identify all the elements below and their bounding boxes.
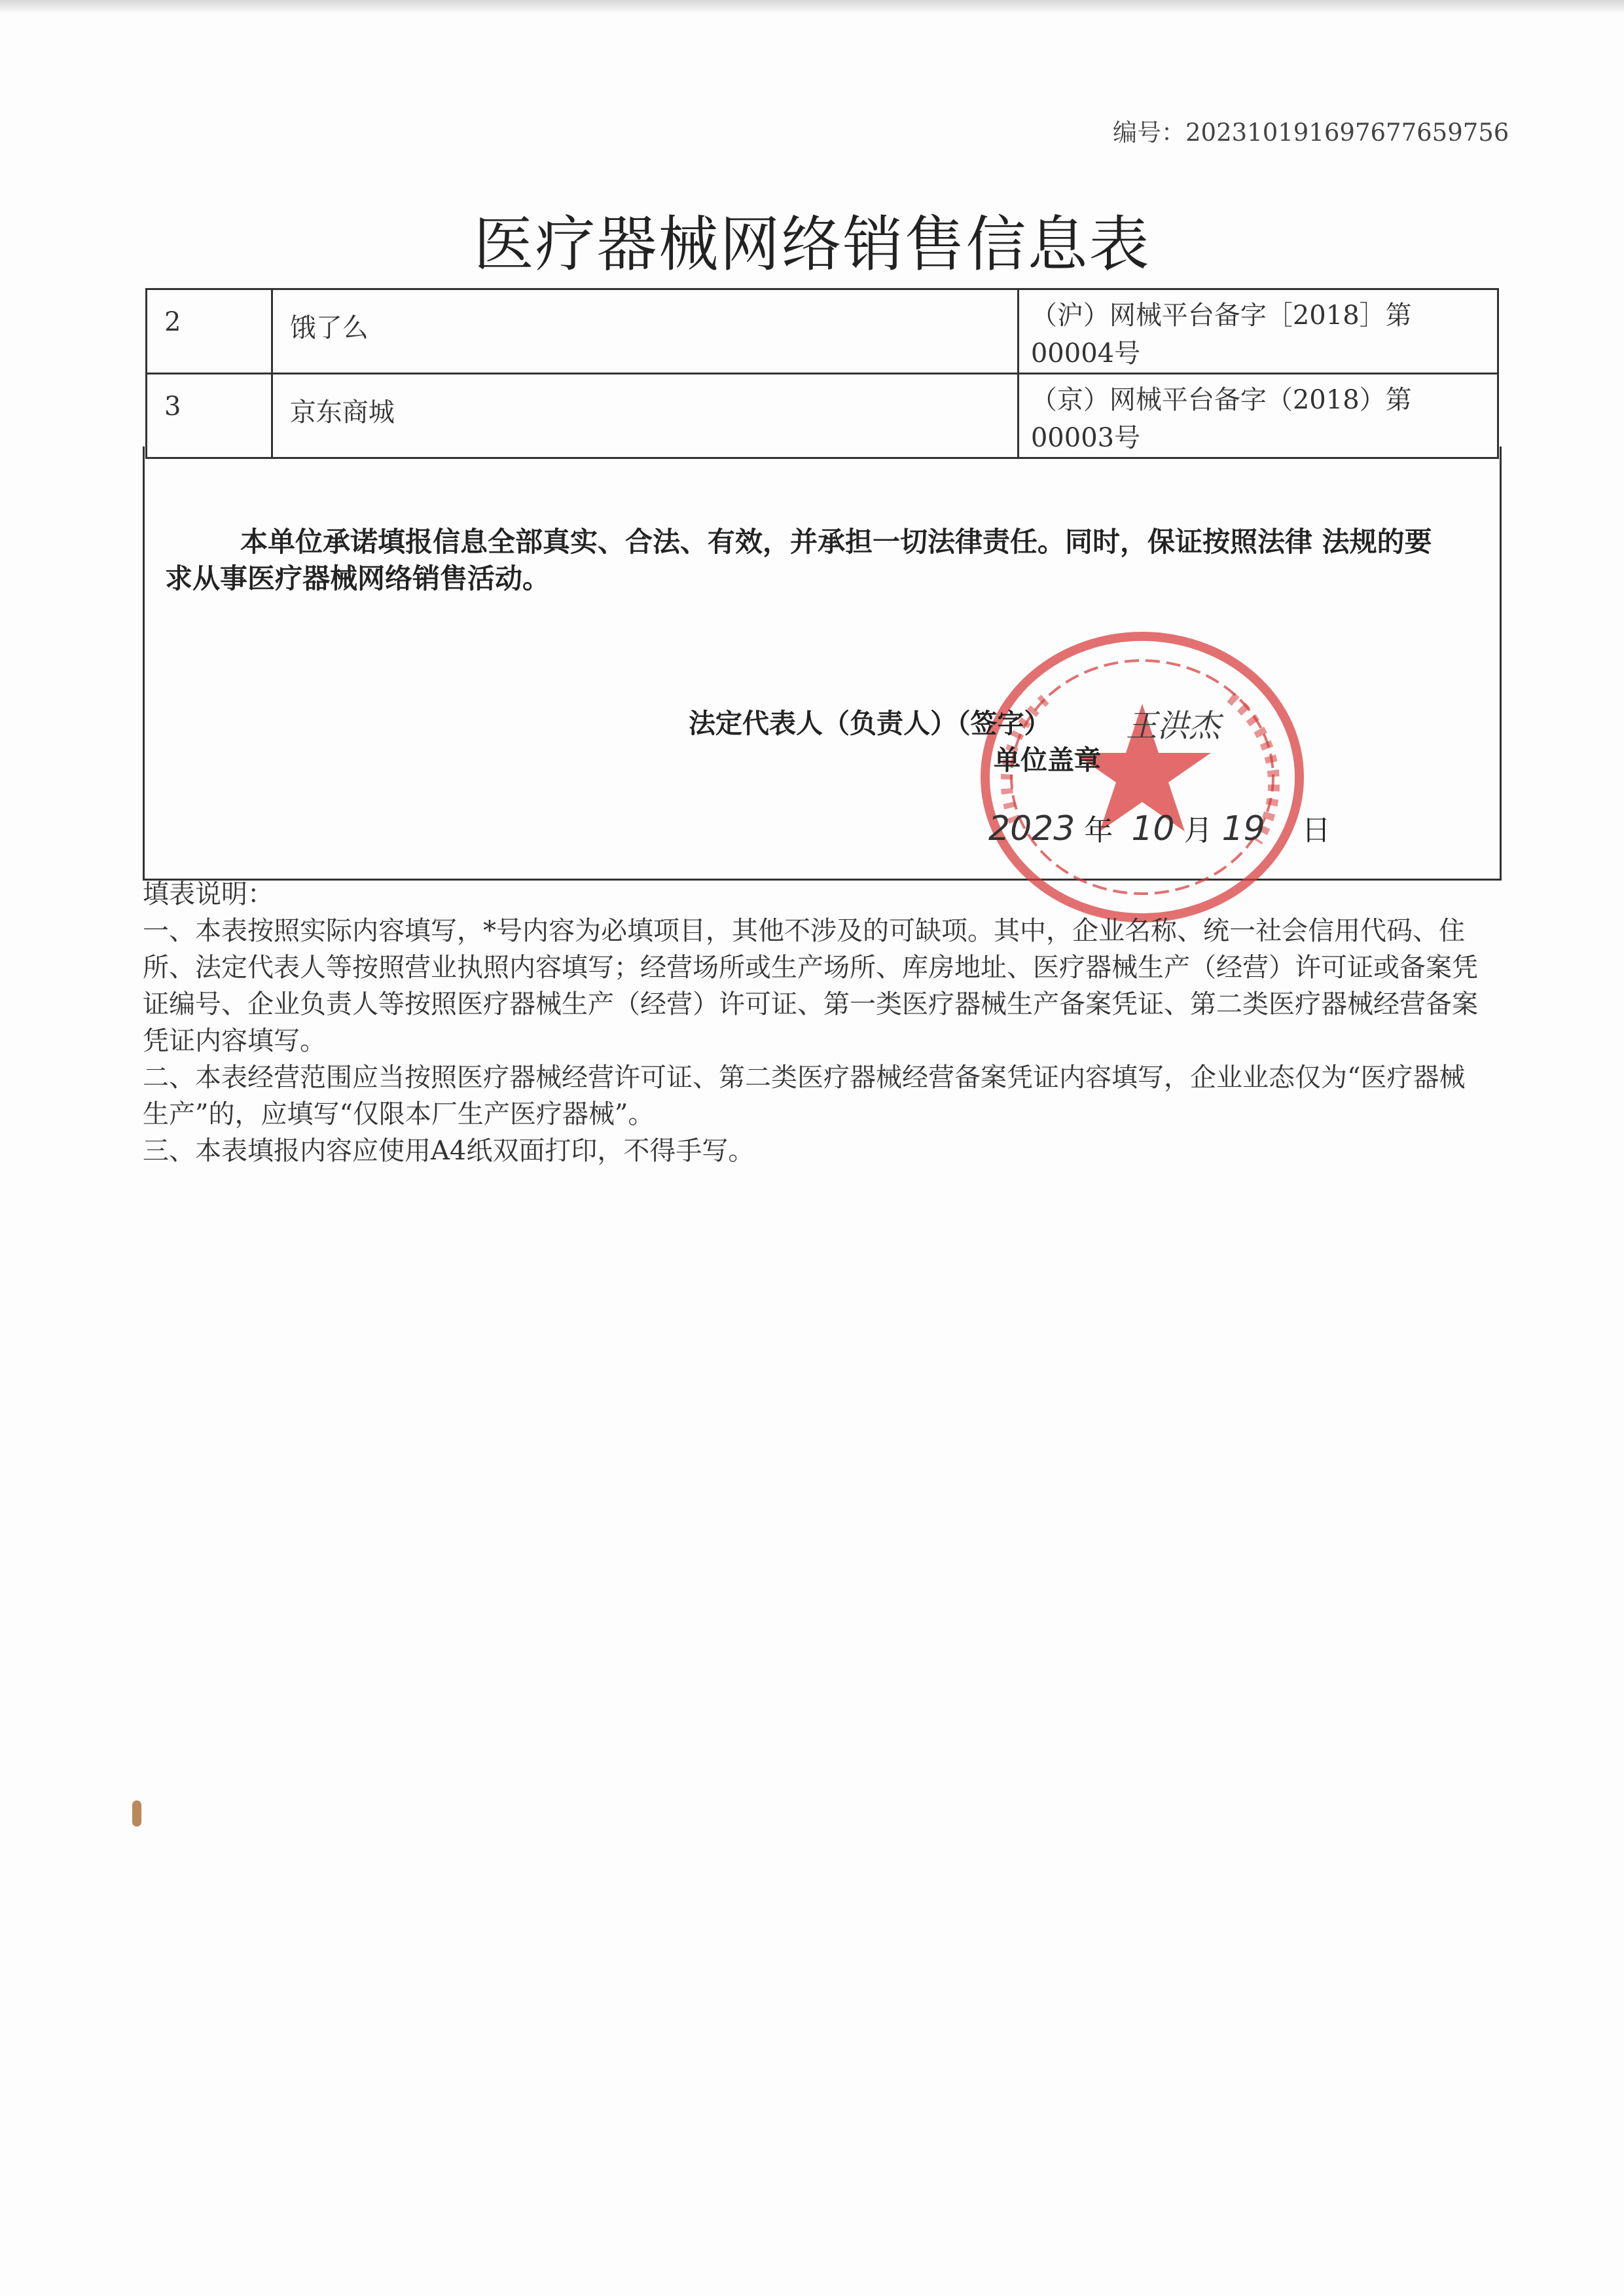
instruction-item: 二、本表经营范围应当按照医疗器械经营许可证、第二类医疗器械经营备案凭证内容填写，企业业态仅为“医疗器械生产”的，应填写“仅限本厂生产医疗器械”。	[143, 1063, 1466, 1129]
document-number: 编号：20231019169767765975​6	[1113, 118, 1509, 147]
record-line-1: （沪）网械平台备字［2018］第	[1030, 301, 1412, 331]
instructions-heading: 填表说明：	[143, 879, 274, 909]
month-unit: 月	[1183, 814, 1213, 847]
platform-record-number	[1018, 289, 1498, 374]
year-unit: 年	[1084, 814, 1113, 847]
date-day: 19	[1221, 809, 1265, 848]
record-line-2: 00003号	[1030, 423, 1141, 453]
row-number: 3	[147, 374, 272, 458]
scan-edge-shade	[0, 0, 1624, 14]
representative-signature: 王洪杰	[1126, 708, 1221, 744]
sign-date	[988, 807, 1331, 848]
table-row	[147, 289, 1498, 374]
platform-table	[145, 288, 1499, 459]
legal-representative-label: 法定代表人（负责人）（签字）	[689, 708, 1051, 739]
company-seal-label: 单位盖章	[994, 744, 1101, 776]
commitment-text: 本单位承诺填报信息全部真实、合法、有效，并承担一切法律责任。同时，保证按照法律 法规的要求从事医疗器械网络销售活动。	[165, 526, 1432, 594]
instruction-item: 三、本表填报内容应使用A4纸双面打印，不得手写。	[143, 1136, 755, 1166]
date-year: 2023	[988, 809, 1075, 848]
table-row	[147, 374, 1498, 458]
filling-instructions	[143, 876, 1485, 1169]
record-line-1: （京）网械平台备字（2018）第	[1030, 385, 1412, 415]
scan-blemish	[132, 1800, 141, 1827]
platform-name: 饿了么	[272, 289, 1018, 374]
platform-record-number	[1018, 374, 1498, 458]
instruction-item: 一、本表按照实际内容填写，*号内容为必填项目，其他不涉及的可缺项。其中，企业名称、统一社会信用代码、住所、法定代表人等按照营业执照内容填写；经营场所或生产场所、库房地址、医疗器械生产（经营）许可证或备案凭证编号、企业负责人等按照医疗器械生产（经营）许可证、第一类医疗器械生产备案凭证、第二类医疗器械经营备案凭证内容填写。	[143, 916, 1478, 1056]
row-number: 2	[147, 289, 272, 374]
platform-name: 京东商城	[272, 374, 1018, 458]
date-month: 10	[1131, 809, 1175, 848]
day-unit: 日	[1301, 814, 1331, 847]
page-title: 医疗器械网络销售信息表	[473, 210, 1151, 280]
record-line-2: 00004号	[1030, 338, 1141, 369]
